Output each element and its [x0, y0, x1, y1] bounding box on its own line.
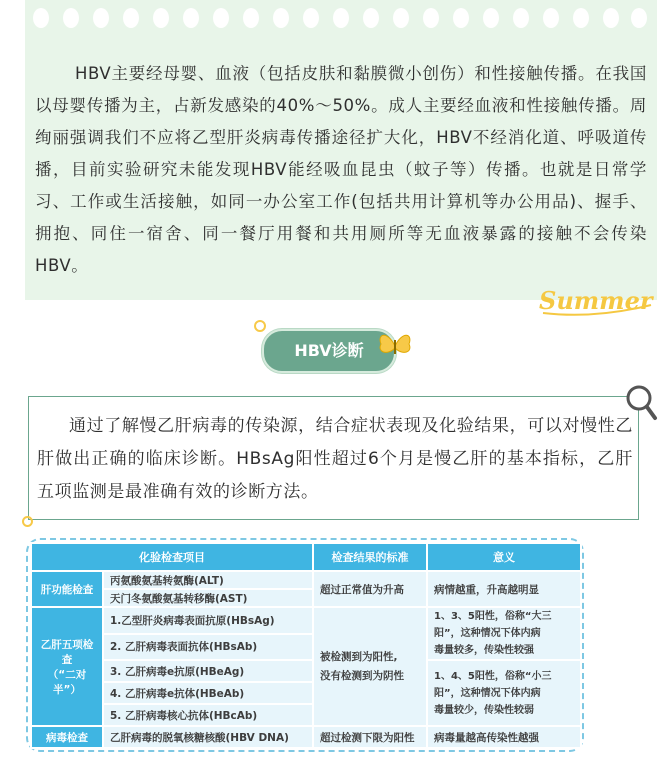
item-hbeab: 4. 乙肝病毒e抗体(HBeAb) [103, 682, 313, 704]
category-virus: 病毒检查 [31, 726, 103, 748]
item-ast: 天门冬氨酸氨基转移酶(AST) [103, 589, 313, 607]
meaning-big-line3: 毒量较多，传染性较强 [434, 645, 534, 656]
meaning-virus: 病毒量越高传染性越强 [427, 726, 581, 748]
table-row [31, 571, 581, 589]
header-meaning: 意义 [427, 543, 581, 571]
butterfly-icon [375, 326, 415, 366]
category-five-line1: 乙肝五项检查 [40, 638, 94, 666]
diagnosis-paragraph: 通过了解慢乙肝病毒的传染源，结合症状表现及化验结果，可以对慢性乙肝做出正确的临床诊断。HBsAg阳性超过6个月是慢乙肝的基本指标，乙肝五项监测是最准确有效的诊断方法。 [37, 416, 633, 502]
meaning-big-three [427, 607, 581, 660]
hbv-test-table [30, 542, 582, 749]
transmission-paragraph: HBV主要经母婴、血液（包括皮肤和黏膜微小创伤）和性接触传播。在我国以母婴传播为主，占新发感染的40%～50%。成人主要经血液和性接触传播。周绚丽强调我们不应将乙型肝炎病毒传播途径扩大化，HBV不经消化道、呼吸道传播，目前实验研究未能发现HBV能经吸血昆虫（蚊子等）传播。也就是日常学习、工作或生活接触，如同一办公室工作(包括共用计算机等办公用品)、握手、拥抱、同住一宿舍、同一餐厅用餐和共用厕所等无血液暴露的接触不会传染HBV。 [35, 64, 647, 275]
meaning-small-line3: 毒量较少，传染性较弱 [434, 704, 534, 716]
standard-liver: 超过正常值为升高 [313, 571, 427, 607]
meaning-big-line1: 1、3、5阳性，俗称“大三 [434, 611, 552, 622]
category-liver: 肝功能检查 [31, 571, 103, 607]
meaning-small-line2: 阳”，这种情况下体内病 [434, 687, 541, 699]
meaning-small-line1: 1、4、5阳性，俗称“小三 [434, 670, 552, 682]
table-row [31, 660, 581, 682]
diagnosis-card [28, 396, 639, 520]
standard-five-line2: 没有检测到为阴性 [320, 669, 404, 682]
table-header-row [31, 543, 581, 571]
standard-five-line1: 被检测到为阳性, [320, 650, 398, 663]
category-five-line2: （“二对半”） [47, 668, 87, 696]
item-hbcab: 5. 乙肝病毒核心抗体(HBcAb) [103, 704, 313, 726]
meaning-small-three [427, 660, 581, 726]
magnifier-icon [624, 384, 658, 422]
svg-text:Summer: Summer [539, 286, 653, 315]
meaning-big-line2: 阳”，这种情况下体内病 [434, 628, 541, 639]
item-hbsag: 1.乙型肝炎病毒表面抗原(HBsAg) [103, 607, 313, 634]
standard-virus: 超过检测下限为阳性 [313, 726, 427, 748]
header-test-items: 化验检查项目 [31, 543, 313, 571]
table-row [31, 607, 581, 634]
category-five-tests [31, 607, 103, 726]
section-title: HBV诊断 [294, 341, 364, 360]
item-dna: 乙肝病毒的脱氧核糖核酸(HBV DNA) [103, 726, 313, 748]
test-table-frame [26, 538, 584, 752]
item-hbsab: 2. 乙肝病毒表面抗体(HBsAb) [103, 634, 313, 661]
header-standard: 检查结果的标准 [313, 543, 427, 571]
item-alt: 丙氨酸氨基转氨酶(ALT) [103, 571, 313, 589]
notebook-holes [25, 8, 657, 32]
standard-five-tests [313, 607, 427, 726]
intro-card [25, 0, 657, 300]
meaning-liver: 病情越重，升高越明显 [427, 571, 581, 607]
item-hbeag: 3. 乙肝病毒e抗原(HBeAg) [103, 660, 313, 682]
summer-logo [535, 283, 655, 321]
table-row [31, 726, 581, 748]
decor-dot [22, 516, 33, 527]
